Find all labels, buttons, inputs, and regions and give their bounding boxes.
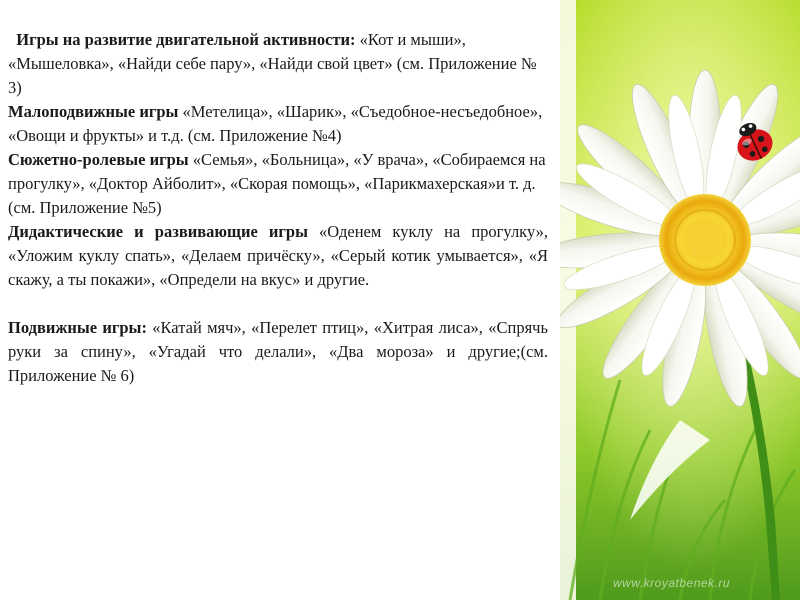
text-content (8, 28, 548, 388)
text-didactic: «Оденем куклу на прогулку», «Уложим куклу спать», «Делаем причёску», «Серый котик умывается», «Я скажу, а ты покажи», «Определи на вкус» и другие. (8, 222, 548, 289)
paragraph-outdoor (8, 316, 548, 388)
text-motor-activity: «Кот и мыши», «Мышеловка», «Найди себе пару», «Найди свой цвет» (см. Приложение № 3) (8, 30, 537, 97)
text-role-play: «Семья», «Больница», «У врача», «Собираемся на прогулку», «Доктор Айболит», «Скорая помощь», «Парикмахерская»и т. д. (см. Приложение №5) (8, 150, 546, 217)
watermark: www.kroyatbenek.ru (613, 576, 731, 590)
paragraph-role-play (8, 148, 548, 220)
daisy-illustration (560, 0, 800, 600)
heading-motor-activity: Игры на развитие двигательной активности: (16, 30, 356, 49)
text-low-mobility: «Метелица», «Шарик», «Съедобное-несъедобное», «Овощи и фрукты» и т.д. (см. Приложение №4) (8, 102, 543, 145)
paragraph-low-mobility (8, 100, 548, 148)
paragraph-didactic (8, 220, 548, 292)
heading-role-play: Сюжетно-ролевые игры (8, 150, 189, 169)
heading-outdoor: Подвижные игры: (8, 318, 147, 337)
heading-didactic: Дидактические и развивающие игры (8, 222, 308, 241)
heading-low-mobility: Малоподвижные игры (8, 102, 179, 121)
paragraph-motor-activity (8, 28, 548, 100)
text-outdoor: «Катай мяч», «Перелет птиц», «Хитрая лиса», «Спрячь руки за спину», «Угадай что делали», «Два мороза» и другие;(см. Приложение № 6) (8, 318, 548, 385)
